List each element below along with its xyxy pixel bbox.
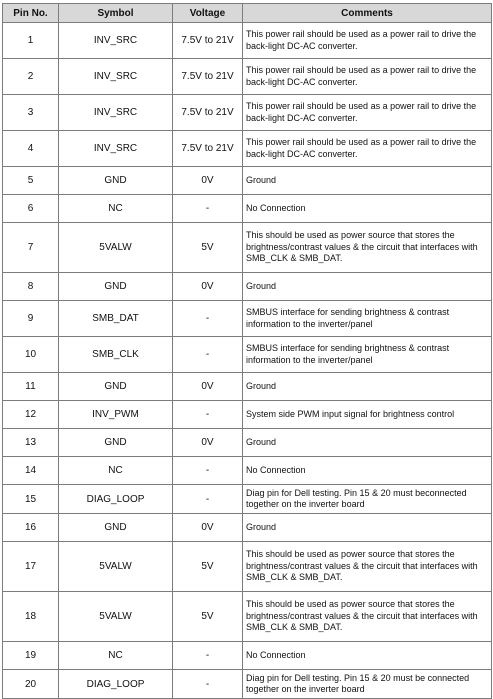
pin-voltage: - <box>173 485 243 514</box>
pin-voltage: - <box>173 457 243 485</box>
pin-number: 13 <box>3 429 59 457</box>
pin-number: 5 <box>3 167 59 195</box>
pin-number: 20 <box>3 670 59 699</box>
pin-number: 8 <box>3 273 59 301</box>
pin-number: 3 <box>3 95 59 131</box>
pin-comment: Diag pin for Dell testing. Pin 15 & 20 must beconnected together on the inverter board <box>243 485 492 514</box>
pin-voltage: - <box>173 670 243 699</box>
pin-comment: System side PWM input signal for brightness control <box>243 401 492 429</box>
pin-symbol: SMB_CLK <box>59 337 173 373</box>
pin-voltage: 7.5V to 21V <box>173 95 243 131</box>
table-row <box>3 59 492 95</box>
pin-number: 18 <box>3 592 59 642</box>
pin-comment: This power rail should be used as a power rail to drive the back-light DC-AC converter. <box>243 59 492 95</box>
pin-symbol: GND <box>59 273 173 301</box>
pin-number: 2 <box>3 59 59 95</box>
table-row <box>3 373 492 401</box>
pin-comment: Ground <box>243 167 492 195</box>
pin-voltage: 5V <box>173 592 243 642</box>
pin-number: 1 <box>3 23 59 59</box>
pin-comment: No Connection <box>243 642 492 670</box>
pin-comment: Ground <box>243 514 492 542</box>
pin-number: 10 <box>3 337 59 373</box>
pin-symbol: INV_PWM <box>59 401 173 429</box>
pin-number: 17 <box>3 542 59 592</box>
pin-symbol: INV_SRC <box>59 131 173 167</box>
pin-number: 15 <box>3 485 59 514</box>
table-row <box>3 95 492 131</box>
table-row <box>3 131 492 167</box>
pin-voltage: 7.5V to 21V <box>173 131 243 167</box>
table-header-row <box>3 4 492 23</box>
pin-symbol: 5VALW <box>59 223 173 273</box>
header-symbol: Symbol <box>59 4 173 23</box>
pin-comment: This power rail should be used as a power rail to drive the back-light DC-AC converter. <box>243 131 492 167</box>
pin-voltage: 7.5V to 21V <box>173 59 243 95</box>
header-comments: Comments <box>243 4 492 23</box>
pin-voltage: - <box>173 301 243 337</box>
pin-symbol: SMB_DAT <box>59 301 173 337</box>
pin-voltage: - <box>173 337 243 373</box>
pin-comment: Ground <box>243 429 492 457</box>
pin-table-container <box>2 3 491 699</box>
pin-voltage: - <box>173 642 243 670</box>
pin-number: 12 <box>3 401 59 429</box>
pin-voltage: - <box>173 195 243 223</box>
pin-comment: SMBUS interface for sending brightness & contrast information to the inverter/panel <box>243 301 492 337</box>
pin-assignment-table <box>2 3 492 699</box>
table-row <box>3 485 492 514</box>
pin-comment: This should be used as power source that stores the brightness/contrast values & the circuit that interfaces with SMB_CLK & SMB_DAT. <box>243 592 492 642</box>
pin-number: 19 <box>3 642 59 670</box>
pin-voltage: 5V <box>173 542 243 592</box>
pin-symbol: INV_SRC <box>59 23 173 59</box>
table-row <box>3 592 492 642</box>
pin-comment: No Connection <box>243 195 492 223</box>
pin-comment: This should be used as power source that stores the brightness/contrast values & the circuit that interfaces with SMB_CLK & SMB_DAT. <box>243 223 492 273</box>
pin-voltage: 0V <box>173 373 243 401</box>
table-row <box>3 301 492 337</box>
pin-symbol: GND <box>59 373 173 401</box>
pin-symbol: NC <box>59 195 173 223</box>
pin-comment: Ground <box>243 373 492 401</box>
pin-symbol: GND <box>59 429 173 457</box>
table-row <box>3 195 492 223</box>
pin-symbol: GND <box>59 167 173 195</box>
pin-number: 11 <box>3 373 59 401</box>
table-row <box>3 670 492 699</box>
pin-comment: SMBUS interface for sending brightness & contrast information to the inverter/panel <box>243 337 492 373</box>
pin-comment: Diag pin for Dell testing. Pin 15 & 20 must be connected together on the inverter board <box>243 670 492 699</box>
pin-symbol: INV_SRC <box>59 95 173 131</box>
pin-comment: Ground <box>243 273 492 301</box>
table-row <box>3 273 492 301</box>
pin-voltage: 7.5V to 21V <box>173 23 243 59</box>
pin-symbol: INV_SRC <box>59 59 173 95</box>
pin-voltage: - <box>173 401 243 429</box>
pin-symbol: NC <box>59 642 173 670</box>
table-row <box>3 223 492 273</box>
pin-number: 4 <box>3 131 59 167</box>
pin-number: 9 <box>3 301 59 337</box>
pin-comment: No Connection <box>243 457 492 485</box>
table-row <box>3 514 492 542</box>
table-row <box>3 23 492 59</box>
pin-symbol: DIAG_LOOP <box>59 485 173 514</box>
pin-comment: This power rail should be used as a power rail to drive the back-light DC-AC converter. <box>243 23 492 59</box>
pin-voltage: 0V <box>173 167 243 195</box>
table-row <box>3 457 492 485</box>
pin-symbol: DIAG_LOOP <box>59 670 173 699</box>
table-row <box>3 337 492 373</box>
pin-symbol: GND <box>59 514 173 542</box>
header-pin-no: Pin No. <box>3 4 59 23</box>
table-row <box>3 429 492 457</box>
pin-comment: This power rail should be used as a power rail to drive the back-light DC-AC converter. <box>243 95 492 131</box>
pin-symbol: 5VALW <box>59 592 173 642</box>
table-row <box>3 642 492 670</box>
pin-comment: This should be used as power source that stores the brightness/contrast values & the circuit that interfaces with SMB_CLK & SMB_DAT. <box>243 542 492 592</box>
pin-number: 14 <box>3 457 59 485</box>
table-row <box>3 167 492 195</box>
pin-voltage: 5V <box>173 223 243 273</box>
pin-number: 16 <box>3 514 59 542</box>
pin-symbol: NC <box>59 457 173 485</box>
pin-voltage: 0V <box>173 514 243 542</box>
table-row <box>3 401 492 429</box>
pin-symbol: 5VALW <box>59 542 173 592</box>
table-row <box>3 542 492 592</box>
header-voltage: Voltage <box>173 4 243 23</box>
pin-voltage: 0V <box>173 273 243 301</box>
pin-number: 7 <box>3 223 59 273</box>
pin-voltage: 0V <box>173 429 243 457</box>
pin-number: 6 <box>3 195 59 223</box>
